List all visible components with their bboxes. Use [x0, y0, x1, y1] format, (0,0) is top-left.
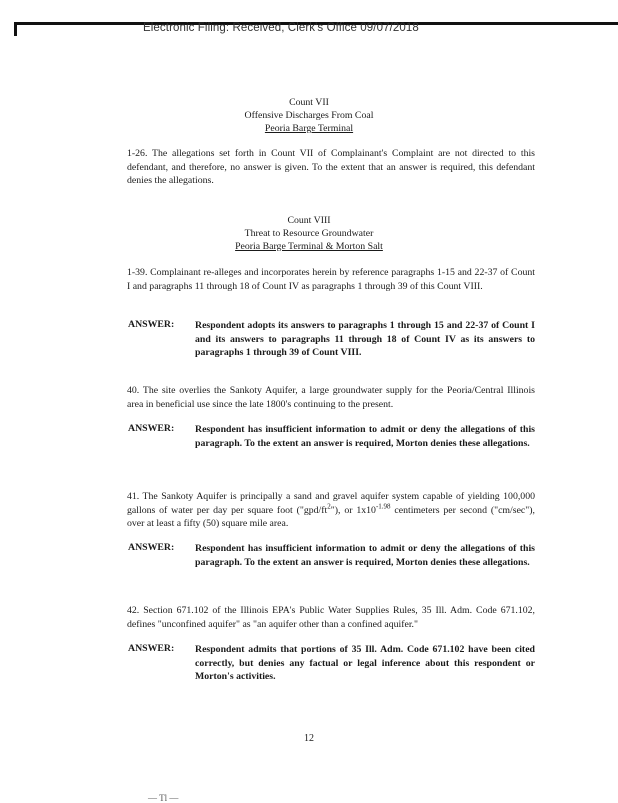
count8-location-text: Peoria Barge Terminal & Morton Salt: [235, 241, 383, 252]
paragraph-text-part: 41. The Sankoty Aquifer is principally a sand and gravel aquifer system capable of yielding 100,000 gallons of water per day per square foot ("gpd/ft: [127, 491, 535, 516]
count7-title: Count VII: [289, 97, 329, 108]
answer-label: ANSWER:: [128, 542, 175, 553]
paragraph-text: [95, 490, 535, 531]
paragraph-text: 1-39. Complainant re-alleges and incorporates herein by reference paragraphs 1-15 and 22-37 of Count I and paragraphs 11 through 18 of Count IV as paragraphs 1 through 39 of this Count VIII.: [127, 267, 535, 292]
paragraph-42: [95, 604, 535, 631]
paragraph-40: [95, 384, 535, 411]
superscript: 2: [327, 502, 331, 511]
filing-stamp: Electronic Filing: Received, Clerk's Office 09/07/2018: [143, 22, 419, 34]
count7-location: [0, 122, 618, 135]
count8-location: [0, 240, 618, 253]
paragraph-text: 42. Section 671.102 of the Illinois EPA's Public Water Supplies Rules, 35 Ill. Adm. Code 671.102, defines "unconfined aquifer" as "an aquifer other than a confined aquifer.": [127, 605, 535, 630]
count7-subtitle: Offensive Discharges From Coal: [244, 110, 374, 121]
answer-label: ANSWER:: [128, 319, 175, 330]
paragraph-text-part: centimeters per second ("cm/sec"), over at least a fifty (50) square mile area.: [127, 504, 535, 530]
paragraph-41: [95, 490, 535, 531]
footer-mark: — Tl —: [148, 793, 179, 803]
count7-location-text: Peoria Barge Terminal: [264, 123, 354, 134]
answer-text: Respondent adopts its answers to paragraphs 1 through 15 and 22-37 of Count I and its answers to paragraphs 11 through 18 of Count IV as its answers to paragraphs 1 through 39 of Count VIII.: [195, 320, 535, 359]
answer-text: Respondent has insufficient information to admit or deny the allegations of this paragraph. To the extent an answer is required, Morton denies these allegations.: [195, 543, 535, 568]
paragraph-text: 40. The site overlies the Sankoty Aquifer, a large groundwater supply for the Peoria/Central Illinois area in beneficial use since the late 1800's continuing to the present.: [127, 385, 535, 410]
count7-paragraph-text: 1-26. The allegations set forth in Count VII of Complainant's Complaint are not directed to this defendant, and therefore, no answer is given. To the extent that an answer is required, this defendant denies the allegations.: [127, 148, 535, 187]
paragraph-1-39: [95, 266, 535, 293]
answer-text: Respondent has insufficient information to admit or deny the allegations of this paragraph. To the extent an answer is required, Morton denies these allegations.: [195, 424, 535, 449]
answer-text: Respondent admits that portions of 35 Ill. Adm. Code 671.102 have been cited correctly, but denies any factual or legal inference about this respondent or Morton's activities.: [195, 644, 535, 683]
count8-subtitle: Threat to Resource Groundwater: [244, 228, 374, 239]
superscript: -1.98: [375, 502, 391, 511]
page-number: 12: [304, 733, 314, 744]
count7-paragraph: [95, 147, 535, 188]
paragraph-text-part: "), or 1x10: [330, 504, 376, 516]
scan-border-left: [14, 22, 17, 36]
count8-title: Count VIII: [287, 215, 331, 226]
answer-label: ANSWER:: [128, 643, 175, 654]
answer-label: ANSWER:: [128, 423, 175, 434]
